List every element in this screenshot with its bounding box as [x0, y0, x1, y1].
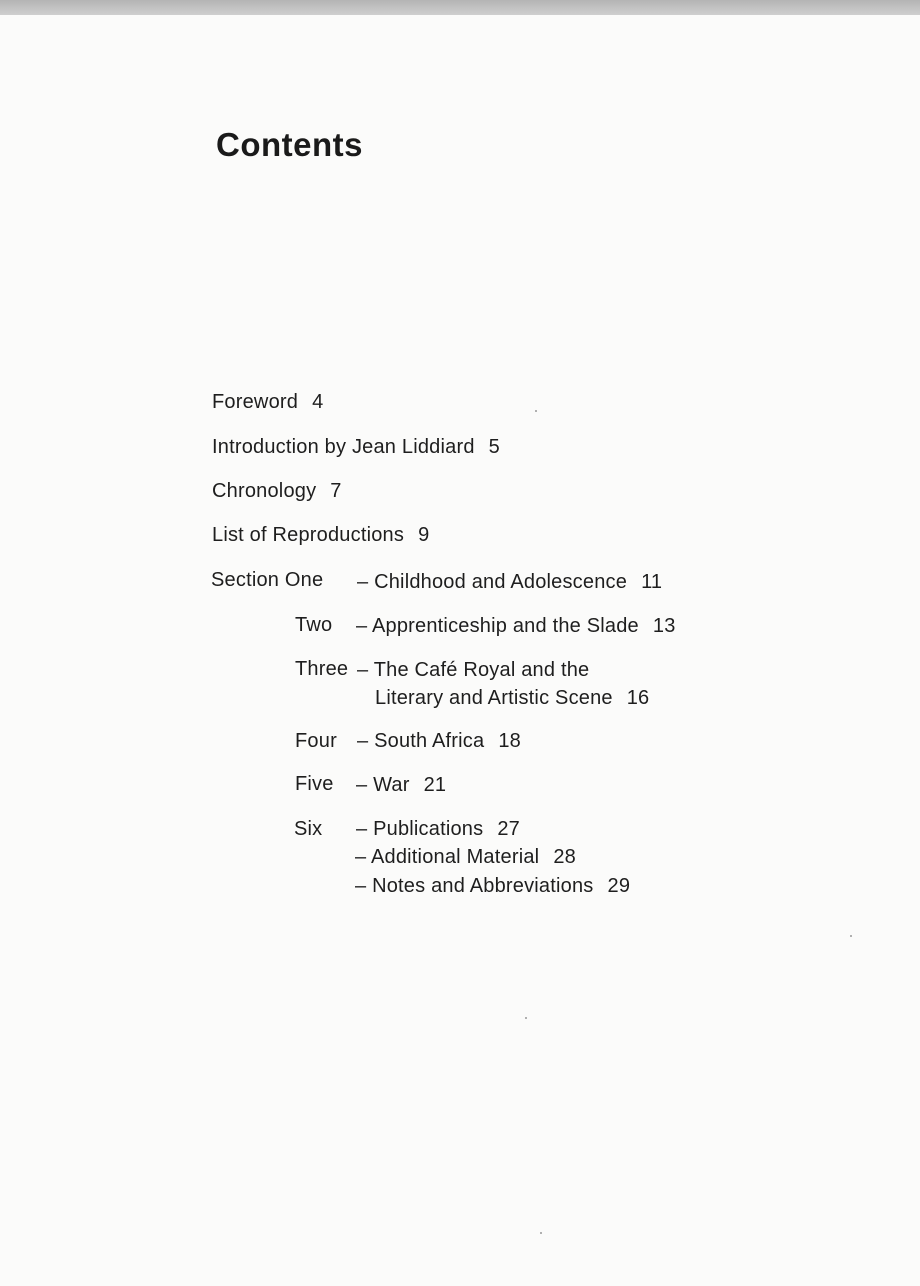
- section-page: 11: [641, 571, 663, 593]
- toc-entry-reproductions: [212, 521, 429, 549]
- toc-section-three-title-line1: [357, 656, 589, 684]
- toc-section-one-title: [357, 568, 662, 596]
- scan-top-edge: [0, 0, 920, 15]
- toc-section-five-label: [295, 770, 334, 798]
- section-title: – Notes and Abbreviations: [355, 875, 594, 897]
- toc-entry-page: 4: [312, 391, 324, 413]
- section-number: Two: [295, 614, 333, 636]
- toc-entry-foreword: [212, 388, 323, 416]
- toc-section-four-label: [295, 727, 337, 755]
- section-prefix: Section: [211, 569, 280, 591]
- section-number: Five: [295, 773, 334, 795]
- toc-entry-label: Introduction by Jean Liddiard: [212, 436, 475, 458]
- scan-speck: [540, 1232, 542, 1234]
- section-number: Six: [294, 818, 323, 840]
- toc-entry-chronology: [212, 477, 342, 505]
- section-page: 16: [626, 687, 650, 709]
- section-page: 21: [423, 774, 447, 796]
- toc-entry-label: Chronology: [212, 480, 317, 502]
- toc-section-five-title: [356, 771, 446, 799]
- toc-section-one-label: [211, 566, 323, 594]
- section-title: – War: [356, 774, 410, 796]
- section-page: 13: [652, 615, 676, 637]
- section-title: – South Africa: [357, 730, 485, 752]
- section-number: One: [284, 569, 324, 591]
- section-page: 27: [497, 818, 520, 840]
- toc-section-six-item: [356, 815, 520, 843]
- toc-entry-page: 5: [488, 436, 500, 458]
- section-page: 18: [498, 730, 521, 752]
- toc-section-two-title: [356, 612, 676, 640]
- section-title: – Apprenticeship and the Slade: [356, 615, 639, 637]
- toc-section-two-label: [295, 611, 332, 639]
- scan-speck: [535, 410, 537, 412]
- section-number: Three: [295, 658, 349, 680]
- scan-speck: [850, 935, 852, 937]
- section-number: Four: [295, 730, 337, 752]
- section-title: – Publications: [356, 818, 484, 840]
- section-title: – Childhood and Adolescence: [357, 571, 628, 593]
- toc-entry-label: Foreword: [212, 391, 299, 413]
- toc-entry-introduction: [212, 433, 500, 461]
- toc-section-six-label: [294, 815, 322, 843]
- toc-section-three-title-line2: [375, 684, 649, 712]
- section-page: 29: [607, 875, 631, 897]
- scan-speck: [525, 1017, 527, 1019]
- toc-entry-page: 7: [330, 480, 342, 502]
- toc-section-six-item: [355, 872, 630, 900]
- toc-entry-label: List of Reproductions: [212, 524, 405, 546]
- toc-section-three-label: [295, 655, 348, 683]
- section-title: Literary and Artistic Scene: [375, 687, 613, 709]
- section-title: – The Café Royal and the: [357, 659, 590, 681]
- toc-entry-page: 9: [418, 524, 430, 546]
- toc-section-four-title: [357, 727, 521, 755]
- page-title: Contents: [216, 126, 363, 163]
- toc-section-six-item: [355, 843, 576, 871]
- section-title: – Additional Material: [355, 846, 540, 868]
- section-page: 28: [553, 846, 576, 868]
